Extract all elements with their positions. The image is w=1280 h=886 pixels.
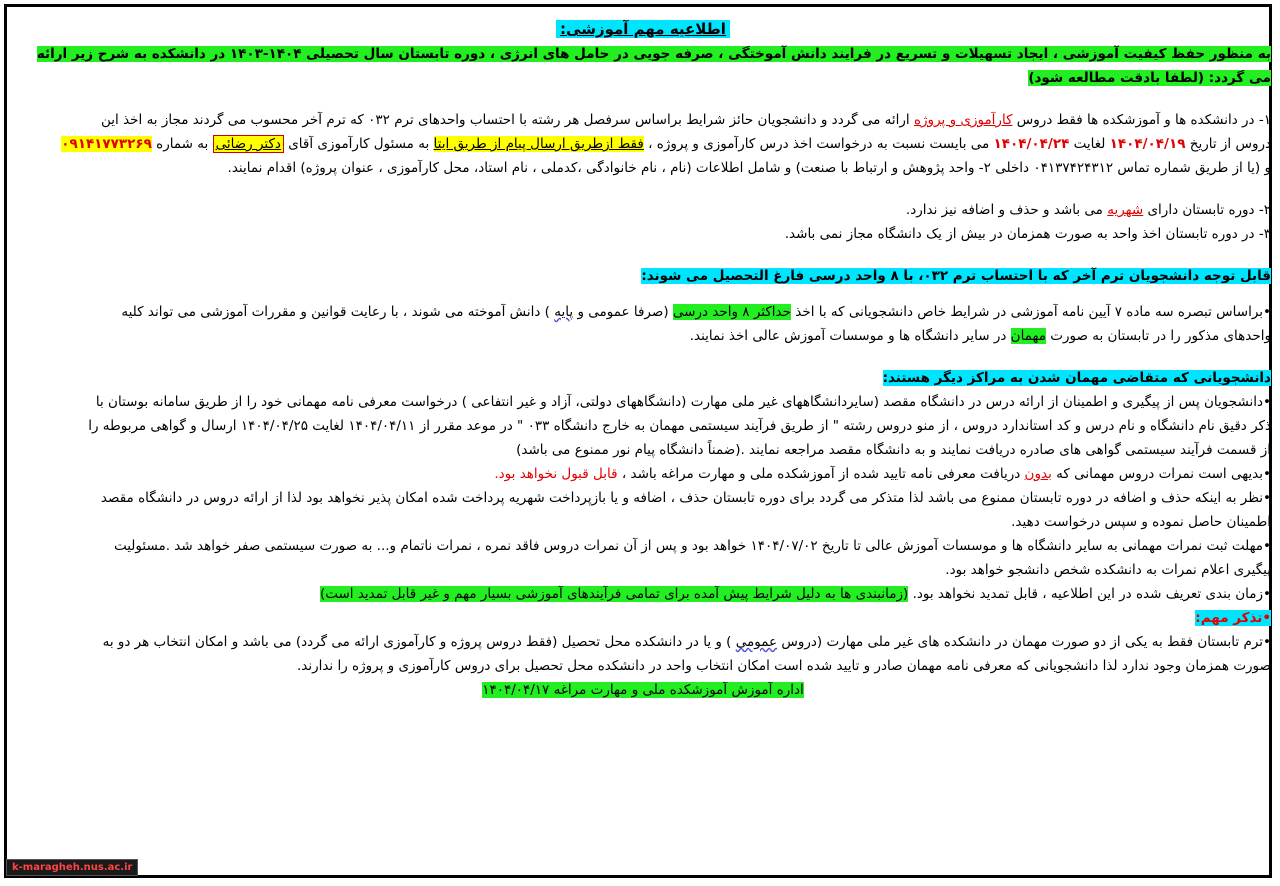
not-accepted-text: قابل قبول نخواهد بود. (494, 466, 618, 482)
section3-text: •نظر به اینکه حذف و اضافه در دوره تابستان ممنوع می باشد لذا متذکر می گردد برای دوره تابستان حذف ، اضافه و یا بازپرداخت شهریه پرداخت شده امکان پذیر نخواهد بود لذا از ارائه دروس در دانشگاه مقصد (100, 490, 1271, 506)
item2-line (15, 198, 1271, 222)
item1-text: ۱- در دانشکده ها و آموزشکده ها فقط دروس (1016, 112, 1271, 128)
spacer (15, 246, 1271, 264)
intro-text-1: به منظور حفظ کیفیت آموزشی ، ایجاد تسهیلات و تسریع در فرایند دانش آموختگی ، صرفه جویی در حامل های انرژی ، دوره تابستان سال تحصیلی ۱۴۰۴-۱۴۰۳ در دانشکده به شرح زیر ارائه (36, 46, 1271, 62)
item3-text: ۳- در دوره تابستان اخذ واحد به صورت همزمان در بیش از یک دانشگاه مجاز نمی باشد. (784, 226, 1271, 242)
eitaa-note: فقط ازطریق ارسال پیام از طریق ایتا (433, 136, 644, 152)
spacer (15, 180, 1271, 198)
item1-text: به شماره (156, 136, 209, 152)
item1-text: به مسئول کارآموزی آقای (288, 136, 430, 152)
section3-bullet4-line2 (15, 558, 1271, 582)
reminder-heading-row (15, 606, 1271, 630)
section3-bullet5 (15, 582, 1271, 606)
section2-text: ) دانش آموخته می شوند ، با رعایت قوانین و مقررات آموزشی می تواند کلیه (121, 304, 550, 320)
signature: اداره آموزش آموزشکده ملی و مهارت مراغه ۱۴۰۴/۰۴/۱۷ (482, 682, 804, 698)
section3-heading: دانشجویانی که متقاضی مهمان شدن به مراکز دیگر هستند: (882, 370, 1271, 386)
phone-number: ۰۹۱۴۱۷۷۳۲۶۹ (61, 136, 152, 152)
item2-text: ۲- دوره تابستان دارای (1147, 202, 1271, 218)
reminder-text: عمومی (735, 634, 778, 650)
section3-text: ذکر دقیق نام دانشگاه و نام درس و کد استاندارد دروس ، از منو دروس رشته " از طریق فرآیند سیستمی مهمان به خارج دانشگاه ۰۳۳ " در موعد مقرر از ۱۴۰۴/۰۴/۱۱ لغایت ۱۴۰۴/۰۴/۲۵ ارسال و گواهی مربوطه را (88, 418, 1271, 434)
item2-text: می باشد و حذف و اضافه نیز ندارد. (905, 202, 1103, 218)
item1-text: دروس از تاریخ (1189, 136, 1271, 152)
page-title: اطلاعیه مهم آموزشی: (556, 20, 730, 38)
section3-bullet1-line3 (15, 438, 1271, 462)
section2-text: پایه (554, 304, 574, 320)
item1-course-type: کارآموزی و پروژه (913, 112, 1013, 128)
document-frame (4, 4, 1272, 878)
section3-text: پیگیری اعلام نمرات به دانشکده شخص دانشجو خواهد بود. (945, 562, 1271, 578)
section3-bullet3-line1 (15, 486, 1271, 510)
spacer (15, 90, 1271, 108)
section2-heading: قابل توجه دانشجویان ترم آخر که با احتساب ترم ۰۳۲، با ۸ واحد درسی فارغ التحصیل می شوند: (641, 268, 1271, 284)
item1-text: می بایست نسبت به درخواست اخذ درس کارآموزی و پروژه ، (648, 136, 990, 152)
section2-text: (صرفا عمومی و (577, 304, 669, 320)
section3-text: •دانشجویان پس از پیگیری و اطمینان از ارائه درس در دانشگاه مقصد (سایردانشگاههای غیر ملی مهارت (دانشگاههای دولتی، آزاد و غیر انتفاعی ) درخواست معرفی نامه مهمانی خود را از طریق سامانه بوستان با (95, 394, 1271, 410)
section3-heading-row (15, 366, 1271, 390)
end-date: ۱۴۰۴/۰۴/۲۴ (993, 136, 1070, 152)
reminder-line-1 (15, 630, 1271, 654)
spacer (15, 348, 1271, 366)
section3-text: دریافت معرفی نامه تایید شده از آموزشکده ملی و مهارت مراغه باشد ، (621, 466, 1021, 482)
signature-row (15, 678, 1271, 702)
item1-line-2 (15, 132, 1271, 156)
reminder-text: ) و یا در دانشکده محل تحصیل (فقط دروس پروژه و کارآموزی ارائه می گردد) می باشد و امکان انتخاب هر دو به (102, 634, 732, 650)
item1-text: و (یا از طریق شماره تماس ۰۴۱۳۷۴۲۴۳۱۲ داخلی ۲- واحد پژوهش و ارتباط با صنعت) و شامل اطلاعات (نام ، نام خانوادگی ،کدملی ، نام استاد، محل کارآموزی ، عنوان پروژه) اقدام نمایند. (227, 160, 1271, 176)
section3-text: از قسمت فرآیند سیستمی گواهی های صادره دریافت نمایند و به دانشگاه مقصد مراجعه نمایند .(ضمناً دانشگاه پیام نور ممنوع می باشد) (516, 442, 1271, 458)
intro-line-1 (15, 42, 1271, 66)
reminder-text: صورت همزمان وجود ندارد لذا دانشجویانی که معرفی نامه مهمان صادر و تایید شده است امکان انتخاب واحد در دانشکده محل تحصیل برای دروس کارآموزی و پروژه را ندارند. (296, 658, 1271, 674)
item1-text: ارائه می گردد و دانشجویان حائز شرایط براساس سرفصل هر رشته با احتساب واحدهای ترم ۰۳۲ که ترم آخر محسوب می گردند مجاز به اخذ این (101, 112, 910, 128)
reminder-heading: •تذکر مهم: (1195, 610, 1271, 626)
section3-bullet3-line2 (15, 510, 1271, 534)
section3-bullet2 (15, 462, 1271, 486)
section2-text: •براساس تبصره سه ماده ۷ آیین نامه آموزشی در شرایط خاص دانشجویانی که با اخذ (795, 304, 1271, 320)
reminder-line-2 (15, 654, 1271, 678)
section3-bullet1-line1 (15, 390, 1271, 414)
item1-line-3 (15, 156, 1271, 180)
item3-line (15, 222, 1271, 246)
without-word: بدون (1024, 466, 1052, 482)
section3-text: •زمان بندی تعریف شده در این اطلاعیه ، قابل تمدید نخواهد بود. (912, 586, 1271, 602)
tuition-word: شهریه (1107, 202, 1144, 218)
site-watermark: k-maragheh.nus.ac.ir (6, 859, 138, 876)
section3-text: اطمینان حاصل نموده و سپس درخواست دهید. (1011, 514, 1271, 530)
item1-text: لغایت (1073, 136, 1106, 152)
title-row (15, 17, 1271, 42)
intro-text-2: می گردد: (لطفا بادقت مطالعه شود) (1028, 70, 1271, 86)
intro-line-2 (15, 66, 1271, 90)
section3-text: •بدیهی است نمرات دروس مهمانی که (1056, 466, 1271, 482)
section3-text: •مهلت ثبت نمرات مهمانی به سایر دانشگاه ها و موسسات آموزش عالی تا تاریخ ۱۴۰۴/۰۷/۰۲ خواهد بود و پس از آن نمرات دروس فاقد نمره ، نمرات ناتمام و... به صورت سیستمی صفر خواهد شد .مسئولیت (113, 538, 1271, 554)
non-extendable-note: (زمانبندی ها به دلیل شرایط پیش آمده برای تمامی فرآیندهای آموزشی بسیار مهم و غیر قابل تمدید است) (319, 586, 909, 602)
spacer (15, 288, 1271, 300)
supervisor-name: دکتر رضائی (213, 135, 284, 153)
guest-highlight: مهمان (1010, 328, 1046, 344)
section2-text: واحدهای مذکور را در تابستان به صورت (1050, 328, 1271, 344)
item1-line-1 (15, 108, 1271, 132)
section2-heading-row (15, 264, 1271, 288)
section3-bullet4-line1 (15, 534, 1271, 558)
reminder-text: •ترم تابستان فقط به یکی از دو صورت مهمان در دانشکده های غیر ملی مهارت (دروس (781, 634, 1271, 650)
section2-line-2 (15, 324, 1271, 348)
section3-bullet1-line2 (15, 414, 1271, 438)
section2-line-1 (15, 300, 1271, 324)
max-units-highlight: حداکثر ۸ واحد درسی (672, 304, 791, 320)
start-date: ۱۴۰۴/۰۴/۱۹ (1109, 136, 1186, 152)
section2-text: در سایر دانشگاه ها و موسسات آموزش عالی اخذ نمایند. (689, 328, 1007, 344)
announcement-body (15, 17, 1271, 702)
